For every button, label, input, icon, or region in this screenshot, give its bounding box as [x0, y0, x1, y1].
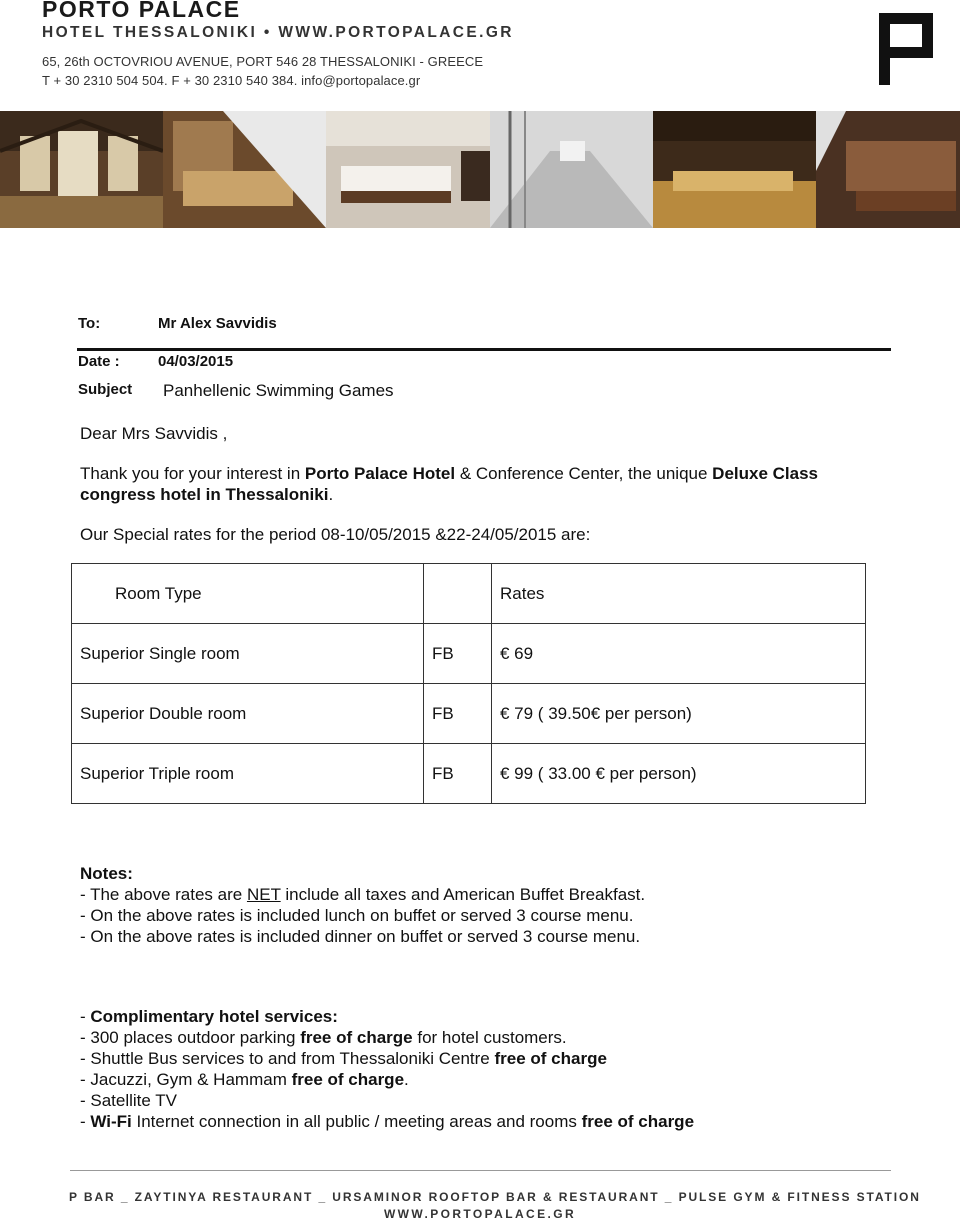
service-highlight: Wi-Fi: [90, 1112, 132, 1131]
hotel-address: 65, 26th OCTOVRIOU AVENUE, PORT 546 28 THESSALONIKI - GREECE: [42, 54, 484, 69]
service-text: .: [404, 1070, 409, 1089]
hotel-name: Porto Palace Hotel: [304, 464, 456, 483]
recipient-name: Mr Alex Savvidis: [158, 315, 277, 332]
service-highlight: free of charge: [300, 1028, 413, 1047]
service-text: for hotel customers.: [412, 1028, 567, 1047]
services-title: [80, 1006, 694, 1027]
table-row: [72, 624, 866, 684]
to-label: To:: [78, 315, 101, 332]
subject-label: Subject: [78, 381, 133, 398]
board-cell: FB: [424, 684, 492, 744]
conference-photo: [653, 111, 816, 228]
rate-cell: € 69: [492, 624, 866, 684]
header-divider: [77, 348, 891, 351]
rate-cell: € 99 ( 33.00 € per person): [492, 744, 866, 804]
service-item: - Satellite TV: [80, 1091, 178, 1110]
service-text: - Shuttle Bus services to and from Thessaloniki Centre: [80, 1049, 495, 1068]
services-title-prefix: -: [80, 1007, 91, 1026]
greeting: Dear Mrs Savvidis ,: [80, 424, 228, 443]
date-label: Date :: [78, 353, 120, 370]
note-item: - On the above rates is included lunch on buffet or served 3 course menu.: [80, 906, 634, 925]
note-text: - The above rates are: [80, 885, 247, 904]
header-rates: Rates: [492, 564, 866, 624]
service-item: [80, 1048, 694, 1069]
service-text: Internet connection in all public / meeting areas and rooms: [131, 1112, 582, 1131]
intro-text: & Conference Center, the unique: [455, 464, 713, 483]
porto-palace-logo-icon: [876, 10, 936, 88]
brand-name: PORTO PALACE: [42, 0, 241, 22]
hotel-photo-strip: [0, 111, 960, 228]
hall-photo: [0, 111, 163, 228]
service-item: [80, 1027, 694, 1048]
room-type-cell: Superior Double room: [72, 684, 424, 744]
table-row: [72, 744, 866, 804]
note-item: - On the above rates is included dinner on buffet or served 3 course menu.: [80, 927, 641, 946]
services-title-text: Complimentary hotel services:: [90, 1007, 338, 1026]
rate-cell: € 79 ( 39.50€ per person): [492, 684, 866, 744]
board-cell: FB: [424, 624, 492, 684]
rates-intro: Our Special rates for the period 08-10/05/2015 &22-24/05/2015 are:: [80, 525, 591, 544]
note-text: include all taxes and American Buffet Breakfast.: [280, 885, 646, 904]
footer-divider: [70, 1170, 891, 1171]
room-type-cell: Superior Triple room: [72, 744, 424, 804]
table-header-row: [72, 564, 866, 624]
service-text: -: [80, 1112, 91, 1131]
corridor-photo: [490, 111, 653, 228]
services-section: [80, 1006, 694, 1132]
net-underlined: NET: [246, 885, 281, 904]
board-cell: FB: [424, 744, 492, 804]
subject-value: Panhellenic Swimming Games: [163, 381, 394, 400]
intro-text: .: [328, 485, 334, 504]
room-type-cell: Superior Single room: [72, 624, 424, 684]
service-highlight: free of charge: [291, 1070, 405, 1089]
room-photo-1: [163, 111, 326, 228]
header-room-type: Room Type: [72, 564, 424, 624]
hotel-contacts: T + 30 2310 504 504. F + 30 2310 540 384. info@portopalace.gr: [42, 73, 421, 88]
service-item: [80, 1111, 694, 1132]
brand-tagline: HOTEL THESSALONIKI • WWW.PORTOPALACE.GR: [42, 24, 514, 41]
notes-title: [80, 863, 645, 884]
service-text: - 300 places outdoor parking: [80, 1028, 301, 1047]
service-text: - Jacuzzi, Gym & Hammam: [80, 1070, 292, 1089]
hotel-class: Deluxe Class congress hotel in Thessaloniki: [80, 464, 819, 504]
lounge-photo: [816, 111, 960, 228]
note-item: [80, 884, 645, 905]
rates-table: [71, 563, 866, 804]
intro-text: Thank you for your interest in: [80, 464, 305, 483]
notes-title-text: Notes:: [80, 864, 133, 883]
footer-url: WWW.PORTOPALACE.GR: [383, 1207, 577, 1221]
notes-section: [80, 863, 645, 947]
service-item: [80, 1069, 694, 1090]
room-photo-2: [326, 111, 490, 228]
table-row: [72, 684, 866, 744]
header-board: [424, 564, 492, 624]
date-value: 04/03/2015: [158, 353, 234, 370]
service-highlight: free of charge: [581, 1112, 695, 1131]
intro-paragraph: [80, 463, 880, 505]
footer-venues: P BAR _ ZAYTINYA RESTAURANT _ URSAMINOR ROOFTOP BAR & RESTAURANT _ PULSE GYM & FITNESS STATION: [69, 1190, 921, 1204]
service-highlight: free of charge: [494, 1049, 607, 1068]
